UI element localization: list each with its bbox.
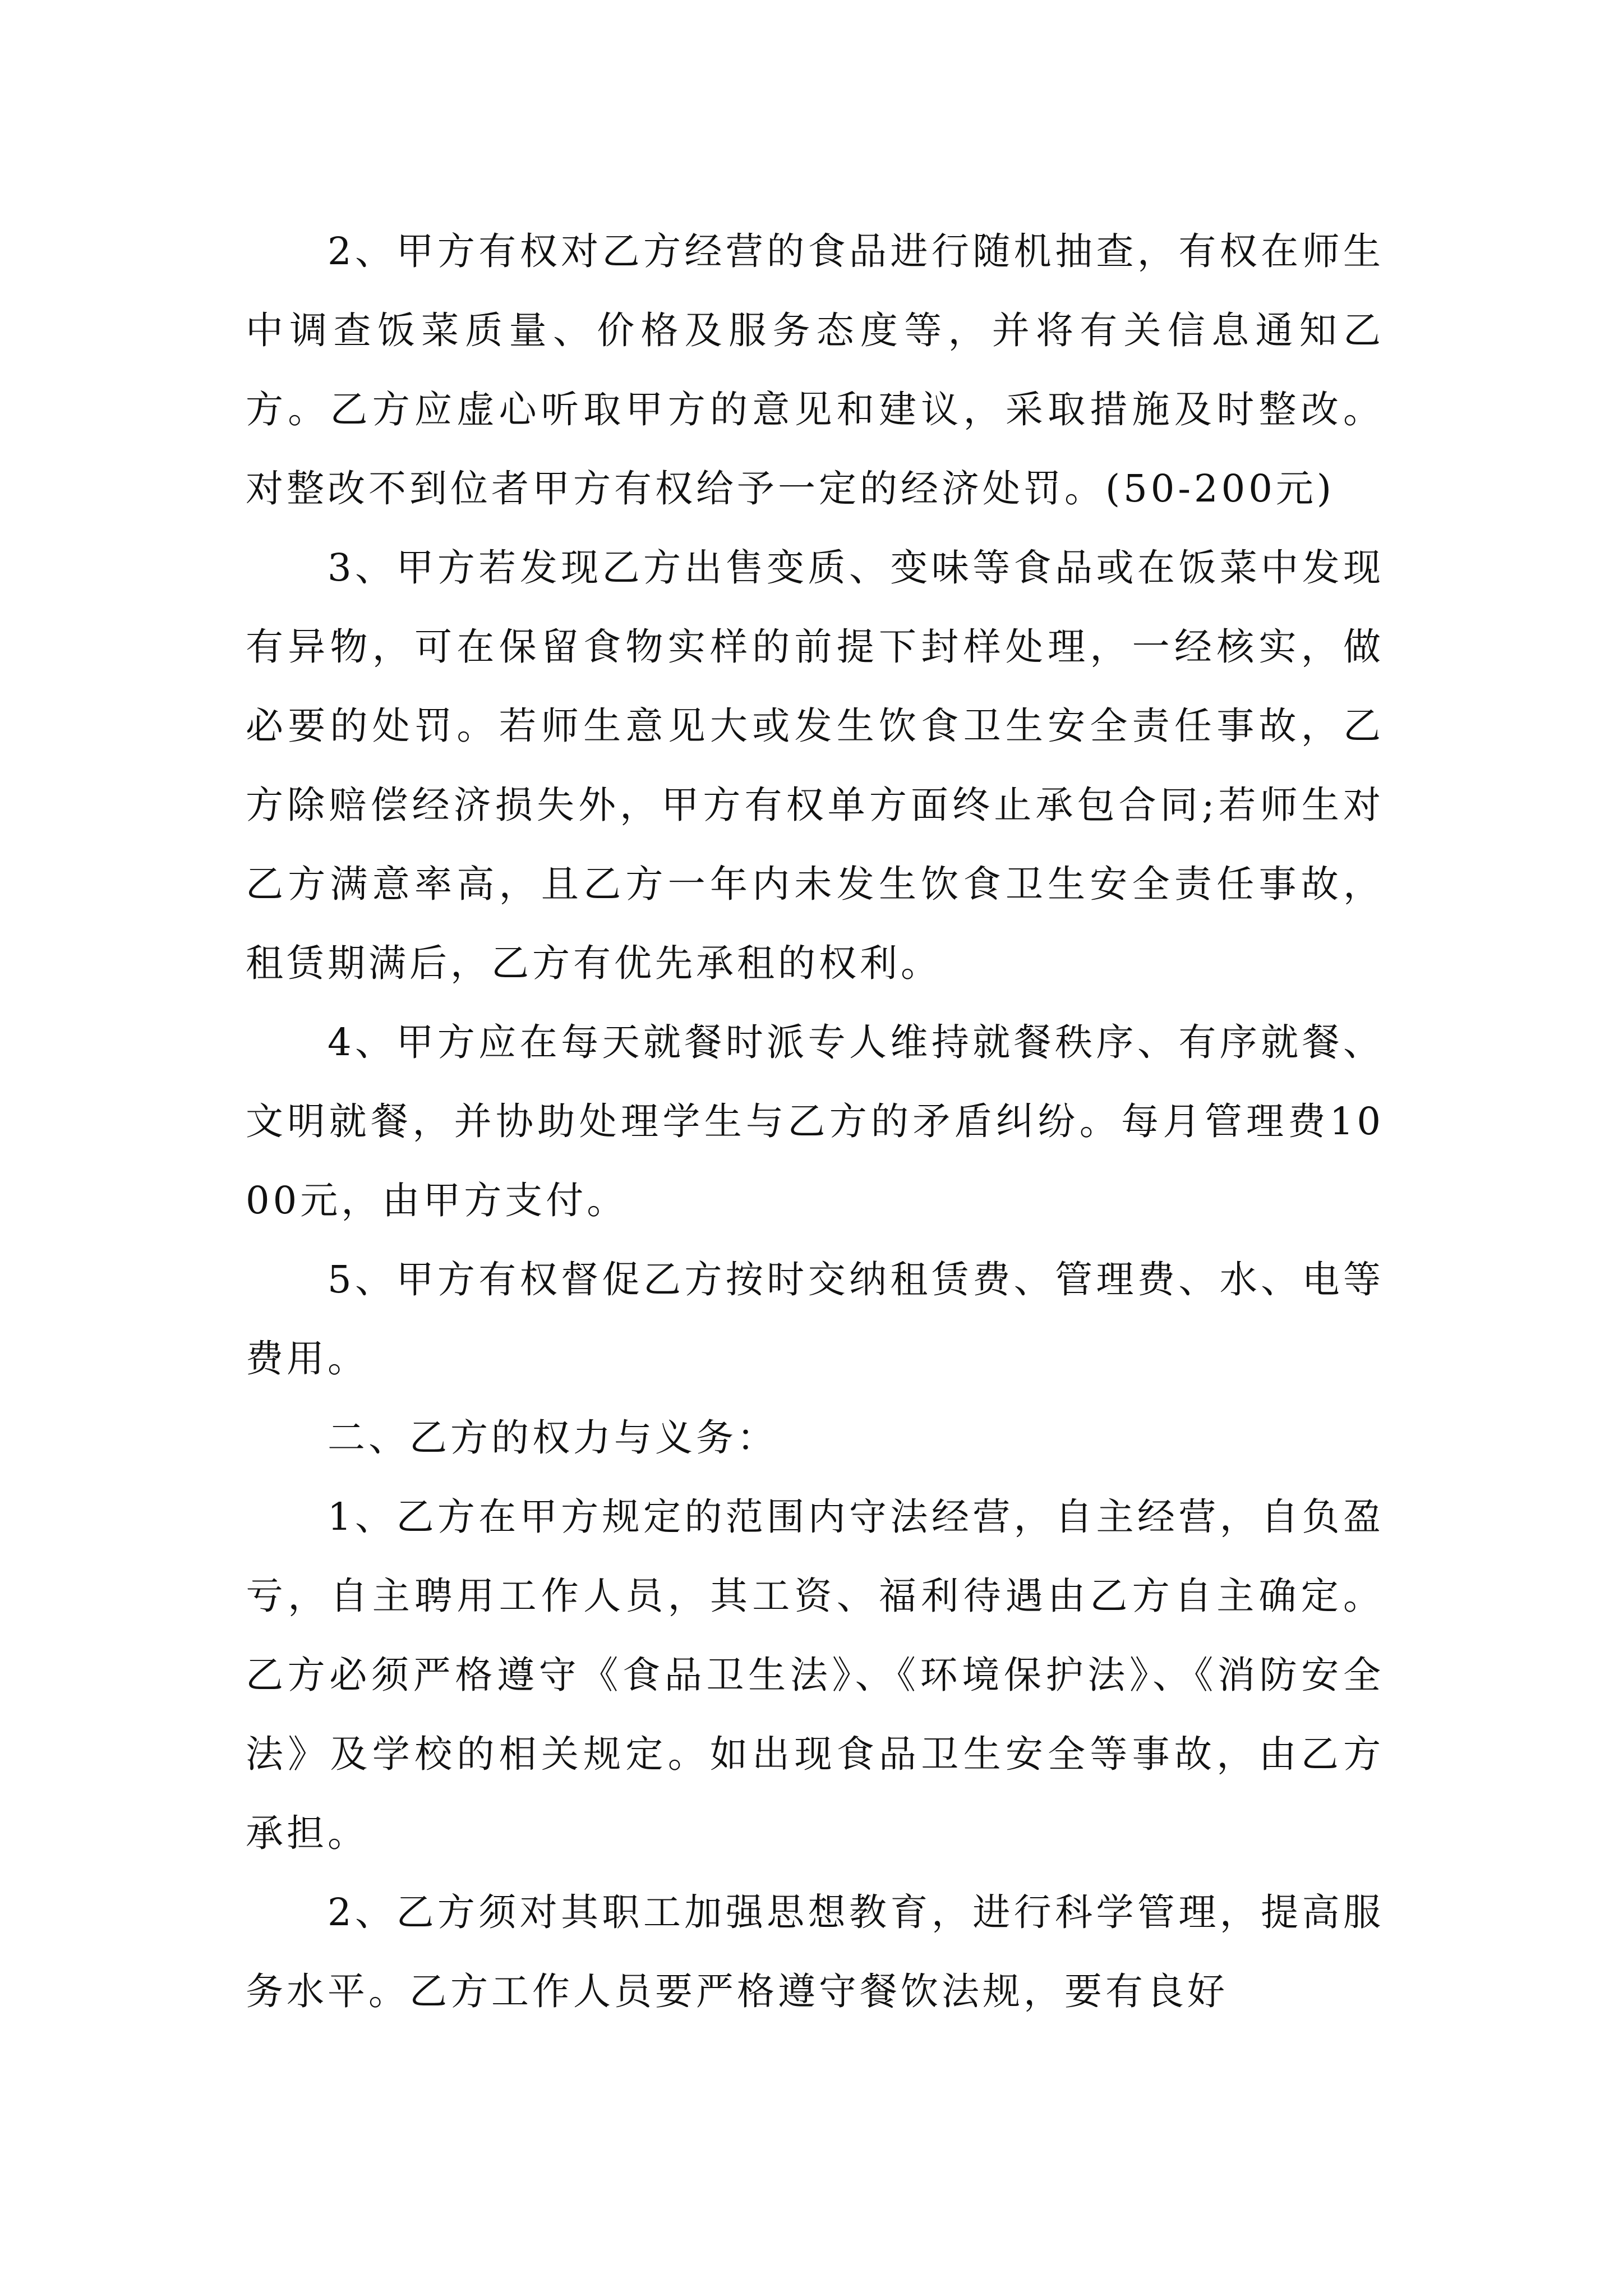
paragraph-inspection-rights: 2、甲方有权对乙方经营的食品进行随机抽查，有权在师生中调查饭菜质量、价格及服务态度等，并将有关信息通知乙方。乙方应虚心听取甲方的意见和建议，采取措施及时整改。对整改不到位者甲方有权给予一定的经济处罚。(50-200元): [246, 229, 1384, 510]
section-heading-party-b: 二、乙方的权力与义务：: [328, 1416, 778, 1460]
paragraph-food-quality-penalty: 3、甲方若发现乙方出售变质、变味等食品或在饭菜中发现有异物，可在保留食物实样的前提下封样处理，一经核实，做必要的处罚。若师生意见大或发生饮食卫生安全责任事故，乙方除赔偿经济损失外，甲方有权单方面终止承包合同;若师生对乙方满意率高，且乙方一年内未发生饮食卫生安全责任事故，租赁期满后，乙方有优先承租的权利。: [246, 546, 1384, 985]
paragraph-staff-management: 2、乙方须对其职工加强思想教育，进行科学管理，提高服务水平。乙方工作人员要严格遵守餐饮法规，要有良好: [246, 1890, 1384, 2013]
document-body: [246, 212, 1384, 2031]
paragraph-dining-order: 4、甲方应在每天就餐时派专人维持就餐秩序、有序就餐、文明就餐，并协助处理学生与乙方的矛盾纠纷。每月管理费1000元，由甲方支付。: [246, 1020, 1384, 1222]
paragraph-party-b-operation: 1、乙方在甲方规定的范围内守法经营，自主经营，自负盈亏，自主聘用工作人员，其工资、福利待遇由乙方自主确定。乙方必须严格遵守《食品卫生法》、《环境保护法》、《消防安全法》及学校的相关规定。如出现食品卫生安全等事故，由乙方承担。: [246, 1495, 1384, 1855]
paragraph-fee-supervision: 5、甲方有权督促乙方按时交纳租赁费、管理费、水、电等费用。: [246, 1258, 1384, 1381]
